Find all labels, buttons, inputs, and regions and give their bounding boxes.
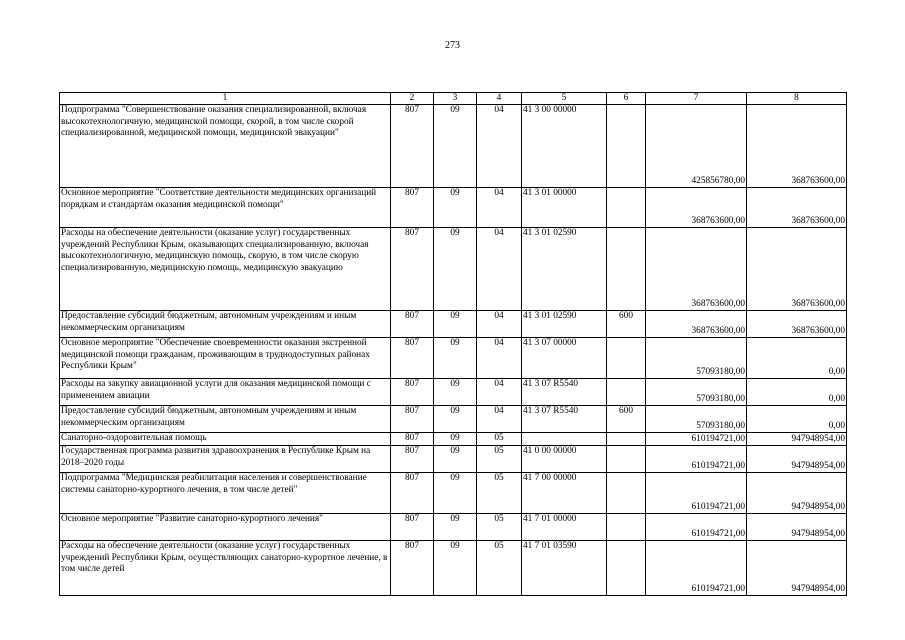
amount-year1-cell: 610194721,00 [646, 514, 747, 541]
table-row [60, 105, 847, 188]
header-cell-8: 8 [747, 93, 847, 105]
row-name-cell: Основное мероприятие "Соответствие деятельности медицинских организаций порядкам и стандартам оказания медицинской помощи" [60, 188, 391, 228]
header-cell-4: 4 [477, 93, 522, 105]
ministry-code-cell: 807 [391, 473, 434, 514]
target-article-cell: 41 7 01 03590 [522, 541, 607, 596]
target-article-cell: 41 3 01 00000 [522, 188, 607, 228]
target-article-cell: 41 3 01 02590 [522, 228, 607, 311]
ministry-code-cell: 807 [391, 514, 434, 541]
subsection-code-cell: 05 [477, 433, 522, 446]
section-code-cell: 09 [434, 446, 477, 473]
row-name-cell: Основное мероприятие "Развитие санаторно-курортного лечения" [60, 514, 391, 541]
ministry-code-cell: 807 [391, 379, 434, 406]
ministry-code-cell: 807 [391, 406, 434, 433]
row-name-cell: Расходы на обеспечение деятельности (оказание услуг) государственных учреждений Республики Крым, оказывающих специализированную, включая высокотехнологичную, медицинскую помощь, скорую, в том числе скорую специализированную, медицинскую помощь, медицинскую эвакуацию [60, 228, 391, 311]
section-code-cell: 09 [434, 311, 477, 338]
table-row [60, 514, 847, 541]
amount-year2-cell: 0,00 [747, 406, 847, 433]
section-code-cell: 09 [434, 541, 477, 596]
expense-type-cell [607, 433, 646, 446]
amount-year1-cell: 57093180,00 [646, 406, 747, 433]
amount-year2-cell: 0,00 [747, 379, 847, 406]
budget-table [59, 92, 847, 596]
section-code-cell: 09 [434, 433, 477, 446]
expense-type-cell [607, 379, 646, 406]
row-name-cell: Основное мероприятие "Обеспечение своевременности оказания экстренной медицинской помощи гражданам, проживающим в труднодоступных районах Республики Крым" [60, 338, 391, 379]
section-code-cell: 09 [434, 338, 477, 379]
expense-type-cell [607, 473, 646, 514]
target-article-cell: 41 3 07 R5540 [522, 379, 607, 406]
header-cell-1: 1 [60, 93, 391, 105]
amount-year2-cell: 368763600,00 [747, 311, 847, 338]
expense-type-cell: 600 [607, 311, 646, 338]
section-code-cell: 09 [434, 406, 477, 433]
header-cell-7: 7 [646, 93, 747, 105]
section-code-cell: 09 [434, 188, 477, 228]
amount-year1-cell: 57093180,00 [646, 379, 747, 406]
subsection-code-cell: 04 [477, 379, 522, 406]
ministry-code-cell: 807 [391, 338, 434, 379]
row-name-cell: Расходы на закупку авиационной услуги для оказания медицинской помощи с применением авиации [60, 379, 391, 406]
target-article-cell: 41 3 01 02590 [522, 311, 607, 338]
section-code-cell: 09 [434, 514, 477, 541]
section-code-cell: 09 [434, 105, 477, 188]
amount-year1-cell: 368763600,00 [646, 228, 747, 311]
table-row [60, 473, 847, 514]
amount-year2-cell: 947948954,00 [747, 446, 847, 473]
table-header-row [60, 93, 847, 105]
amount-year1-cell: 368763600,00 [646, 311, 747, 338]
subsection-code-cell: 05 [477, 514, 522, 541]
amount-year2-cell: 947948954,00 [747, 473, 847, 514]
ministry-code-cell: 807 [391, 433, 434, 446]
ministry-code-cell: 807 [391, 228, 434, 311]
ministry-code-cell: 807 [391, 446, 434, 473]
row-name-cell: Предоставление субсидий бюджетным, автономным учреждениям и иным некоммерческим организациям [60, 311, 391, 338]
subsection-code-cell: 04 [477, 228, 522, 311]
subsection-code-cell: 05 [477, 446, 522, 473]
table-row [60, 228, 847, 311]
page-number: 273 [445, 40, 460, 51]
expense-type-cell: 600 [607, 406, 646, 433]
table-row [60, 311, 847, 338]
table-row [60, 541, 847, 596]
expense-type-cell [607, 188, 646, 228]
amount-year2-cell: 947948954,00 [747, 433, 847, 446]
ministry-code-cell: 807 [391, 541, 434, 596]
target-article-cell: 41 3 07 00000 [522, 338, 607, 379]
target-article-cell: 41 3 07 R5540 [522, 406, 607, 433]
expense-type-cell [607, 514, 646, 541]
header-cell-5: 5 [522, 93, 607, 105]
expense-type-cell [607, 228, 646, 311]
expense-type-cell [607, 338, 646, 379]
table-row [60, 188, 847, 228]
header-cell-3: 3 [434, 93, 477, 105]
subsection-code-cell: 05 [477, 473, 522, 514]
amount-year1-cell: 368763600,00 [646, 188, 747, 228]
ministry-code-cell: 807 [391, 188, 434, 228]
section-code-cell: 09 [434, 228, 477, 311]
amount-year1-cell: 425856780,00 [646, 105, 747, 188]
section-code-cell: 09 [434, 379, 477, 406]
amount-year1-cell: 610194721,00 [646, 433, 747, 446]
amount-year2-cell: 947948954,00 [747, 541, 847, 596]
expense-type-cell [607, 446, 646, 473]
expense-type-cell [607, 105, 646, 188]
target-article-cell: 41 7 01 00000 [522, 514, 607, 541]
section-code-cell: 09 [434, 473, 477, 514]
target-article-cell [522, 433, 607, 446]
amount-year2-cell: 0,00 [747, 338, 847, 379]
row-name-cell: Государственная программа развития здравоохранения в Республике Крым на 2018–2020 годы [60, 446, 391, 473]
expense-type-cell [607, 541, 646, 596]
row-name-cell: Расходы на обеспечение деятельности (оказание услуг) государственных учреждений Республики Крым, осуществляющих санаторно-курортное лечение, в том числе детей [60, 541, 391, 596]
table-row [60, 379, 847, 406]
target-article-cell: 41 3 00 00000 [522, 105, 607, 188]
amount-year1-cell: 610194721,00 [646, 446, 747, 473]
table-row [60, 433, 847, 446]
ministry-code-cell: 807 [391, 105, 434, 188]
header-cell-6: 6 [607, 93, 646, 105]
amount-year2-cell: 947948954,00 [747, 514, 847, 541]
subsection-code-cell: 04 [477, 338, 522, 379]
amount-year1-cell: 610194721,00 [646, 473, 747, 514]
row-name-cell: Подпрограмма "Медицинская реабилитация населения и совершенствование системы санаторно-курортного лечения, в том числе детей" [60, 473, 391, 514]
amount-year1-cell: 57093180,00 [646, 338, 747, 379]
table-row [60, 446, 847, 473]
row-name-cell: Санаторно-оздоровительная помощь [60, 433, 391, 446]
table-row [60, 406, 847, 433]
subsection-code-cell: 04 [477, 406, 522, 433]
subsection-code-cell: 04 [477, 188, 522, 228]
row-name-cell: Предоставление субсидий бюджетным, автономным учреждениям и иным некоммерческим организациям [60, 406, 391, 433]
header-cell-2: 2 [391, 93, 434, 105]
subsection-code-cell: 05 [477, 541, 522, 596]
amount-year1-cell: 610194721,00 [646, 541, 747, 596]
ministry-code-cell: 807 [391, 311, 434, 338]
target-article-cell: 41 0 00 00000 [522, 446, 607, 473]
subsection-code-cell: 04 [477, 105, 522, 188]
amount-year2-cell: 368763600,00 [747, 228, 847, 311]
target-article-cell: 41 7 00 00000 [522, 473, 607, 514]
amount-year2-cell: 368763600,00 [747, 105, 847, 188]
amount-year2-cell: 368763600,00 [747, 188, 847, 228]
table-row [60, 338, 847, 379]
subsection-code-cell: 04 [477, 311, 522, 338]
row-name-cell: Подпрограмма "Совершенствование оказания специализированной, включая высокотехнологичную, медицинской помощи, скорой, в том числе скорой специализированной, медицинской помощи, медицинской эвакуации" [60, 105, 391, 188]
